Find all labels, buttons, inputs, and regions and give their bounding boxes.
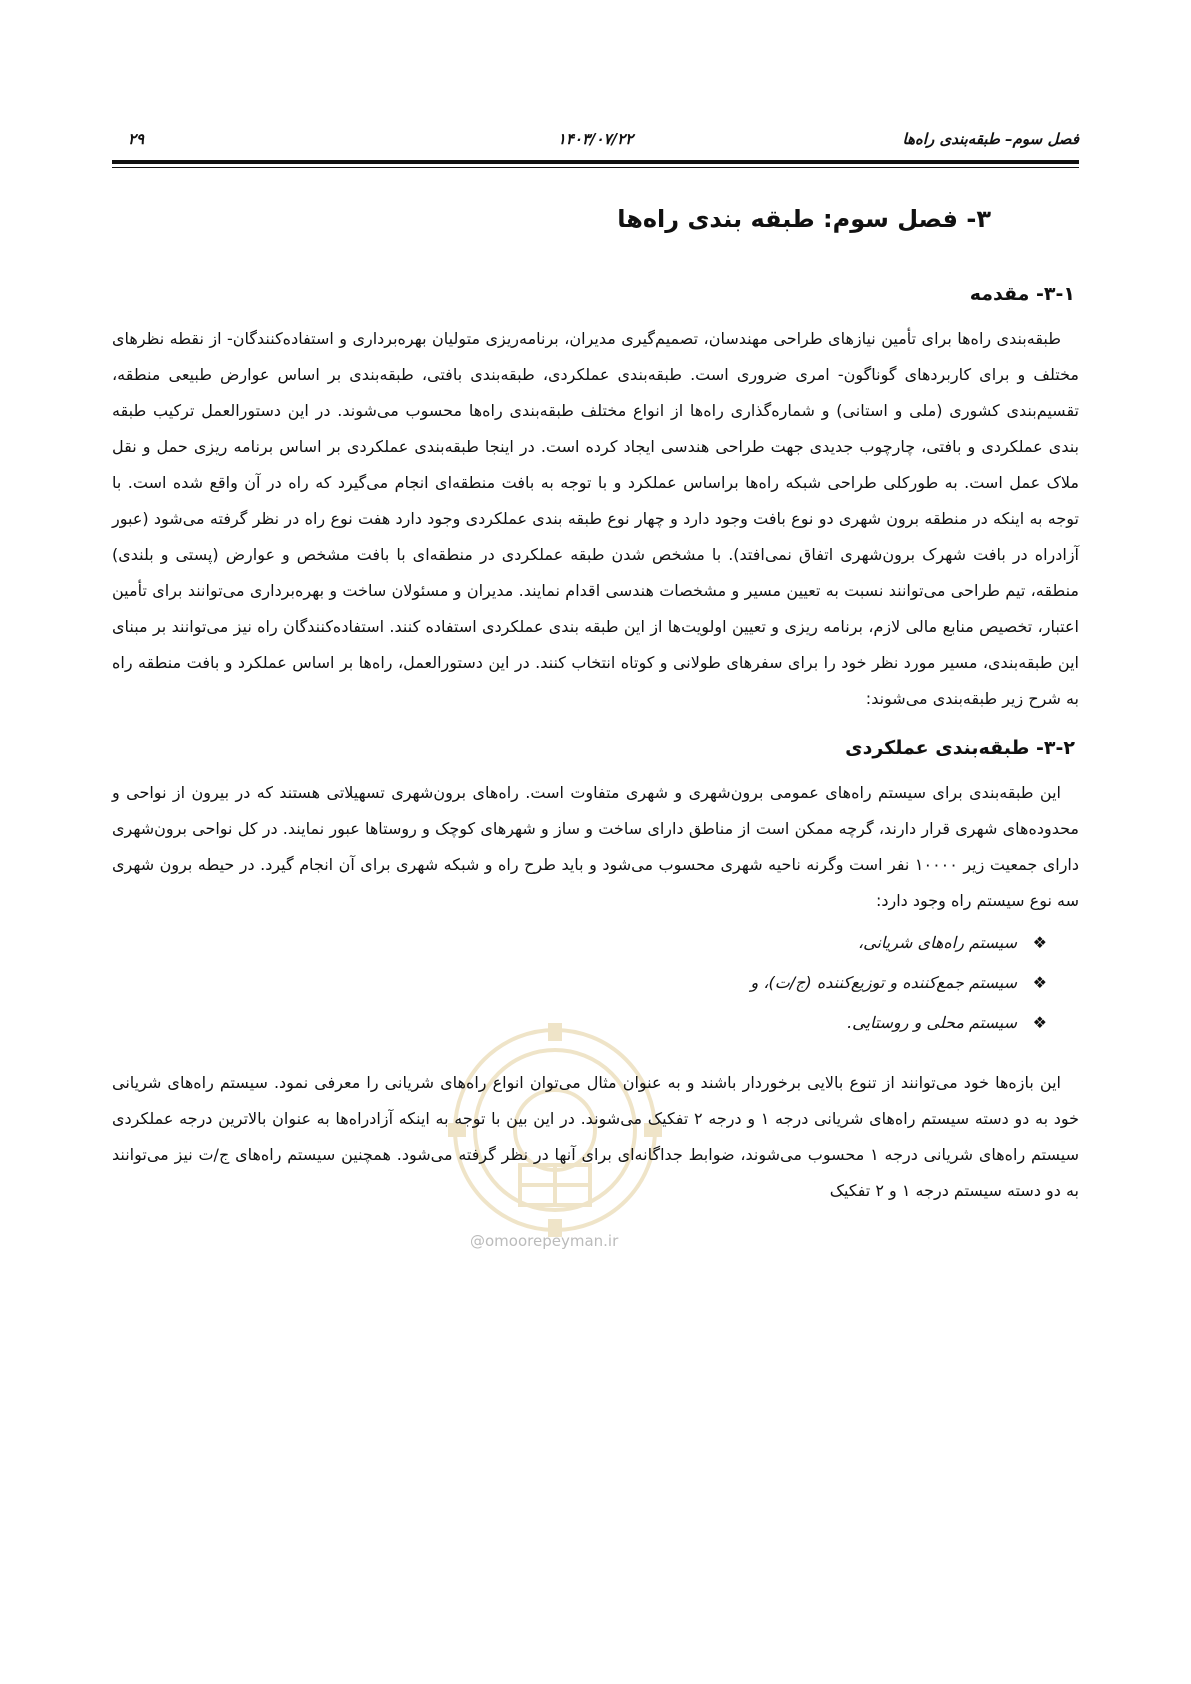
list-item: ❖سیستم جمع‌کننده و توزیع‌کننده (ج/ت)، و — [112, 963, 1047, 1003]
header-chapter-title: فصل سوم– طبقه‌بندی راه‌ها — [902, 130, 1079, 148]
main-content — [112, 205, 1079, 1209]
header-date: ۱۴۰۳/۰۷/۲۲ — [557, 130, 634, 148]
list-item: ❖سیستم محلی و روستایی. — [112, 1003, 1047, 1043]
functional-paragraph-2: این بازه‌ها خود می‌توانند از تنوع بالایی برخوردار باشند و به عنوان مثال می‌توان انواع راه‌های شریانی را معرفی نمود. سیستم راه‌های شریانی خود به دو دسته سیستم راه‌های شریانی درجه ۱ و درجه ۲ تفکیک می‌شوند. در این بین با توجه به اینکه آزادراه‌ها به عنوان بالاترین درجه عملکردی سیستم راه‌های شریانی درجه ۱ محسوب می‌شوند، ضوابط جداگانه‌ای برای آنها در نظر گرفته می‌شود. همچنین سیستم راه‌های ج/ت نیز می‌توانند به دو دسته سیستم درجه ۱ و ۲ تفکیک — [112, 1073, 1080, 1200]
header-rule-thin — [112, 167, 1079, 168]
chapter-title: ۳- فصل سوم: طبقه بندی راه‌ها — [617, 205, 991, 233]
introduction-paragraph: طبقه‌بندی راه‌ها برای تأمین نیازهای طراحی مهندسان، تصمیم‌گیری مدیران، برنامه‌ریزی متولیان بهره‌برداری و استفاده‌کنندگان- از نقطه نظرهای مختلف و برای کاربردهای گوناگون- امری ضروری است. طبقه‌بندی عملکردی، طبقه‌بندی بافتی، طبقه‌بندی بر اساس عوارض طبیعی منطقه، تقسیم‌بندی کشوری (ملی و استانی) و شماره‌گذاری راه‌ها از انواع مختلف طبقه‌بندی راه‌ها محسوب می‌شوند. در این دستورالعمل ترکیب طبقه بندی عملکردی و بافتی، چارچوب جدیدی جهت طراحی هندسی ایجاد کرده است. در اینجا طبقه‌بندی عملکردی بر اساس برنامه ریزی حمل و نقل ملاک عمل است. به طورکلی طراحی شبکه راه‌ها براساس عملکرد و با توجه به بافت منطقه‌ای انجام می‌گیرد که راه در آن واقع شده است. با توجه به اینکه در منطقه برون شهری دو نوع بافت وجود دارد و چهار نوع طبقه بندی عملکردی وجود دارد هفت نوع راه در نظر گرفته می‌شود (عبور آزادراه در بافت شهرک برون‌شهری اتفاق نمی‌افتد). با مشخص شدن طبقه عملکردی در منطقه‌ای با بافت مشخص و عوارض (پستی و بلندی) منطقه، تیم طراحی می‌توانند نسبت به تعیین مسیر و مشخصات هندسی اقدام نمایند. مدیران و مسئولان ساخت و بهره‌برداری می‌توانند برای تأمین اعتبار، تخصیص منابع مالی لازم، برنامه ریزی و تعیین اولویت‌ها از این طبقه بندی عملکردی استفاده کنند. استفاده‌کنندگان راه نیز می‌توانند بر مبنای این طبقه‌بندی، مسیر مورد نظر خود را برای سفرهای طولانی و کوتاه انتخاب کنند. در این دستورالعمل، راه‌ها بر اساس عملکرد و بافت منطقه راه به شرح زیر طبقه‌بندی می‌شوند: — [112, 329, 1079, 708]
diamond-bullet-icon: ❖ — [1032, 933, 1047, 952]
functional-paragraph-1: این طبقه‌بندی برای سیستم راه‌های عمومی برون‌شهری و شهری متفاوت است. راه‌های برون‌شهری تسهیلاتی هستند که در بیرون از نواحی و محدوده‌های شهری قرار دارند، گرچه ممکن است از مناطق دارای ساخت و ساز و شهرهای کوچک و روستاها عبور نمایند. در کل نواحی برون‌شهری دارای جمعیت زیر ۱۰۰۰۰ نفر است وگرنه ناحیه شهری محسوب می‌شود و باید طرح راه و شبکه شهری برای آن انجام گیرد. در حیطه برون شهری سه نوع سیستم راه وجود دارد: — [112, 783, 1080, 910]
road-system-list — [112, 923, 1079, 1043]
section-heading-functional-classification: ۳-۲- طبقه‌بندی عملکردی — [845, 737, 1075, 759]
page-number: ۲۹ — [128, 130, 145, 148]
list-item: ❖سیستم راه‌های شریانی، — [112, 923, 1047, 963]
diamond-bullet-icon: ❖ — [1032, 1013, 1047, 1032]
header-rule-thick — [112, 160, 1079, 164]
section-heading-introduction: ۳-۱- مقدمه — [969, 283, 1075, 305]
watermark-text: @omoorepeyman.ir — [470, 1232, 619, 1250]
running-header — [112, 130, 1079, 154]
diamond-bullet-icon: ❖ — [1032, 973, 1047, 992]
